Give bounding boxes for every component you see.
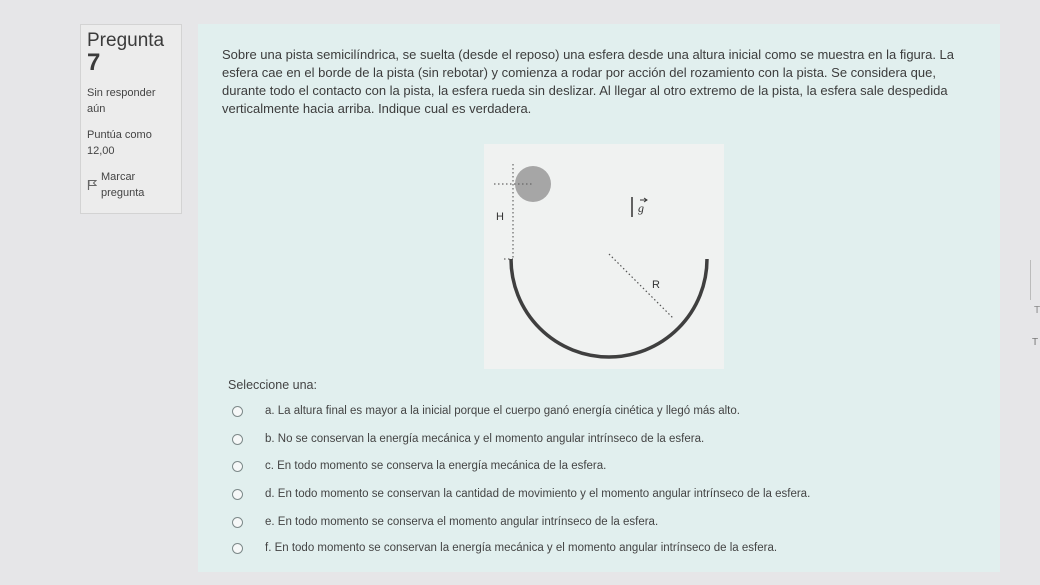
option-e-label[interactable]: e. En todo momento se conserva el momento angular intrínseco de la esfera.	[265, 516, 659, 528]
option-d-label[interactable]: d. En todo momento se conservan la cantidad de movimiento y el momento angular intrínseco de la esfera.	[265, 488, 811, 500]
right-edge-divider	[1030, 260, 1040, 300]
radius-label: R	[652, 279, 660, 291]
option-a-label[interactable]: a. La altura final es mayor a la inicial porque el cuerpo ganó energía cinética y llegó más alto.	[265, 405, 740, 417]
sphere	[515, 166, 551, 202]
radius-line	[609, 254, 674, 319]
option-b-radio[interactable]	[232, 434, 243, 445]
score-label: Puntúa como	[87, 129, 152, 141]
option-f[interactable]	[232, 542, 777, 554]
score-value: 12,00	[87, 145, 115, 157]
question-number: 7	[87, 49, 101, 76]
option-a-radio[interactable]	[232, 406, 243, 417]
option-a[interactable]	[232, 405, 740, 417]
question-status: Sin responder aún	[87, 87, 156, 115]
right-edge-text-2: T	[1032, 337, 1039, 348]
option-d[interactable]	[232, 488, 810, 500]
option-b-label[interactable]: b. No se conservan la energía mecánica y el momento angular intrínseco de la esfera.	[265, 433, 705, 445]
question-text: Sobre una pista semicilíndrica, se suelta (desde el reposo) una esfera desde una altura inicial como se muestra en la figura. La esfera cae en el borde de la pista (sin rebotar) y comienza a rodar por acción del rozamiento con la pista. Se considera que, durante todo el contacto con la pista, la esfera rueda sin deslizar. Al llegar al otro extremo de la pista, la esfera sale despedida verticalmente hacia arriba. Indique cual es verdadera.	[222, 47, 955, 116]
question-title: Pregunta	[87, 30, 165, 51]
flag-label: Marcar pregunta	[101, 171, 145, 199]
semicircular-track	[511, 259, 707, 357]
option-f-label[interactable]: f. En todo momento se conservan la energía mecánica y el momento angular intrínseco de la esfera.	[265, 542, 778, 554]
option-b[interactable]	[232, 433, 704, 445]
option-c-radio[interactable]	[232, 461, 243, 472]
flag-icon	[87, 179, 97, 191]
option-e[interactable]	[232, 516, 658, 528]
question-info-panel	[80, 24, 182, 214]
option-c-label[interactable]: c. En todo momento se conserva la energía mecánica de la esfera.	[265, 460, 607, 472]
physics-figure	[484, 144, 724, 369]
option-e-radio[interactable]	[232, 517, 243, 528]
gravity-label: g	[638, 201, 644, 215]
flag-question-link[interactable]	[87, 169, 175, 201]
select-prompt: Seleccione una:	[228, 378, 317, 392]
option-d-radio[interactable]	[232, 489, 243, 500]
height-label: H	[496, 211, 504, 223]
option-c[interactable]	[232, 460, 606, 472]
right-edge-text-1: T	[1034, 305, 1040, 316]
question-content	[198, 24, 1000, 572]
semicylinder-track-diagram	[484, 144, 724, 369]
option-f-radio[interactable]	[232, 543, 243, 554]
